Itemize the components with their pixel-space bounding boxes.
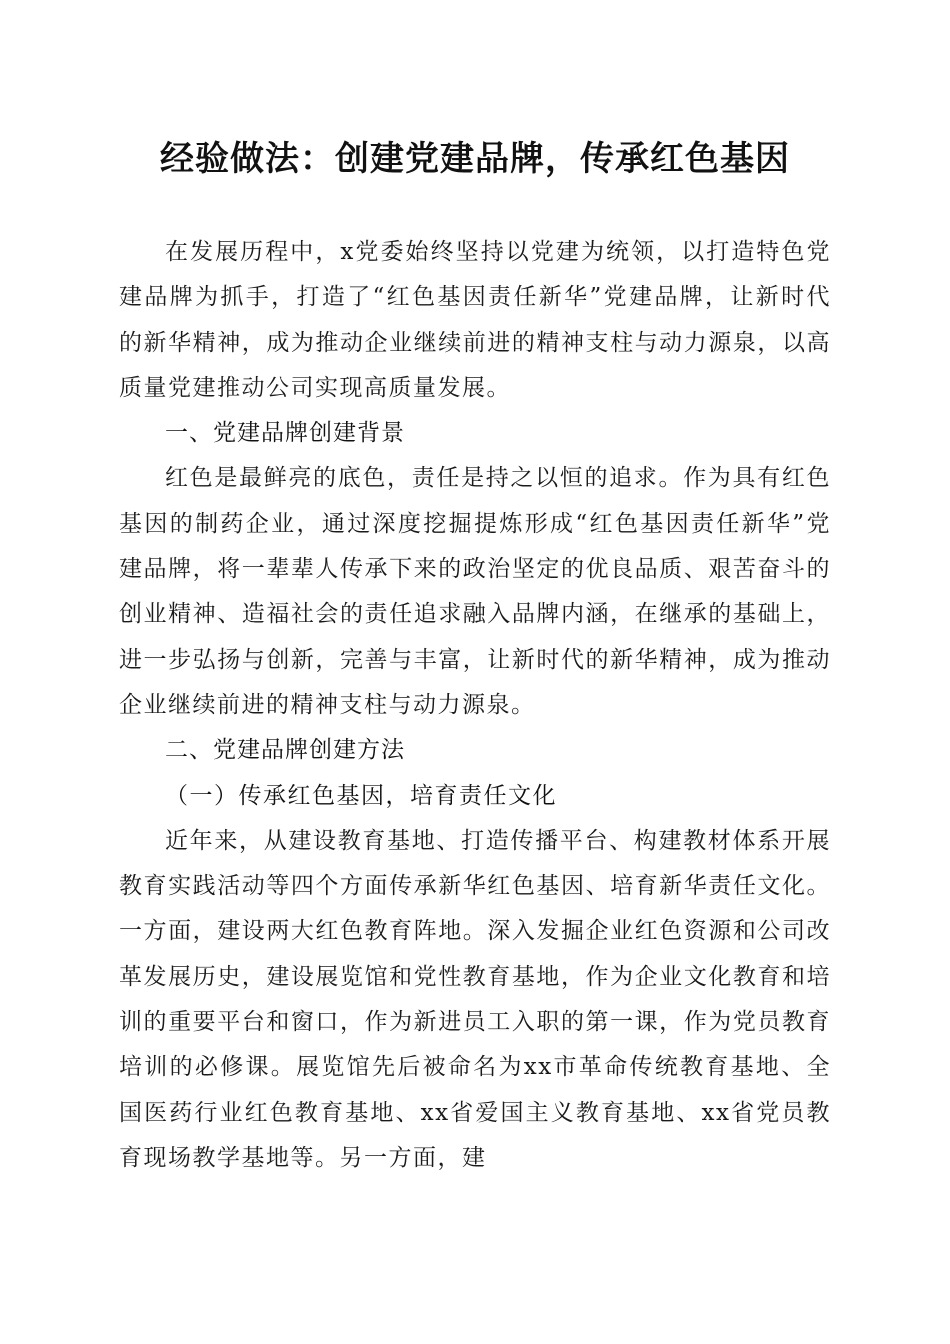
section-1-paragraph: 红色是最鲜亮的底色，责任是持之以恒的追求。作为具有红色基因的制药企业，通过深度挖掘提炼形成“红色基因责任新华”党建品牌，将一辈辈人传承下来的政治坚定的优良品质、艰苦奋斗的创业精神、造福社会的责任追求融入品牌内涵，在继承的基础上，进一步弘扬与创新，完善与丰富，让新时代的新华精神，成为推动企业继续前进的精神支柱与动力源泉。 (119, 465, 831, 718)
intro-paragraph: 在发展历程中，x党委始终坚持以党建为统领，以打造特色党建品牌为抓手，打造了“红色基因责任新华”党建品牌，让新时代的新华精神，成为推动企业继续前进的精神支柱与动力源泉，以高质量党建推动公司实现高质量发展。 (119, 239, 831, 401)
subsection-1-heading: （一）传承红色基因，培育责任文化 (165, 782, 557, 809)
document-body (119, 230, 831, 1181)
section-2-heading: 二、党建品牌创建方法 (165, 737, 405, 764)
document-title: 经验做法：创建党建品牌，传承红色基因 (160, 139, 790, 179)
subsection-1-paragraph: 近年来，从建设教育基地、打造传播平台、构建教材体系开展教育实践活动等四个方面传承新华红色基因、培育新华责任文化。一方面，建设两大红色教育阵地。深入发掘企业红色资源和公司改革发展历史，建设展览馆和党性教育基地，作为企业文化教育和培训的重要平台和窗口，作为新进员工入职的第一课，作为党员教育培训的必修课。展览馆先后被命名为xx市革命传统教育基地、全国医药行业红色教育基地、xx省爱国主义教育基地、xx省党员教育现场教学基地等。另一方面，建 (119, 827, 831, 1171)
section-1-heading: 一、党建品牌创建背景 (165, 420, 405, 447)
